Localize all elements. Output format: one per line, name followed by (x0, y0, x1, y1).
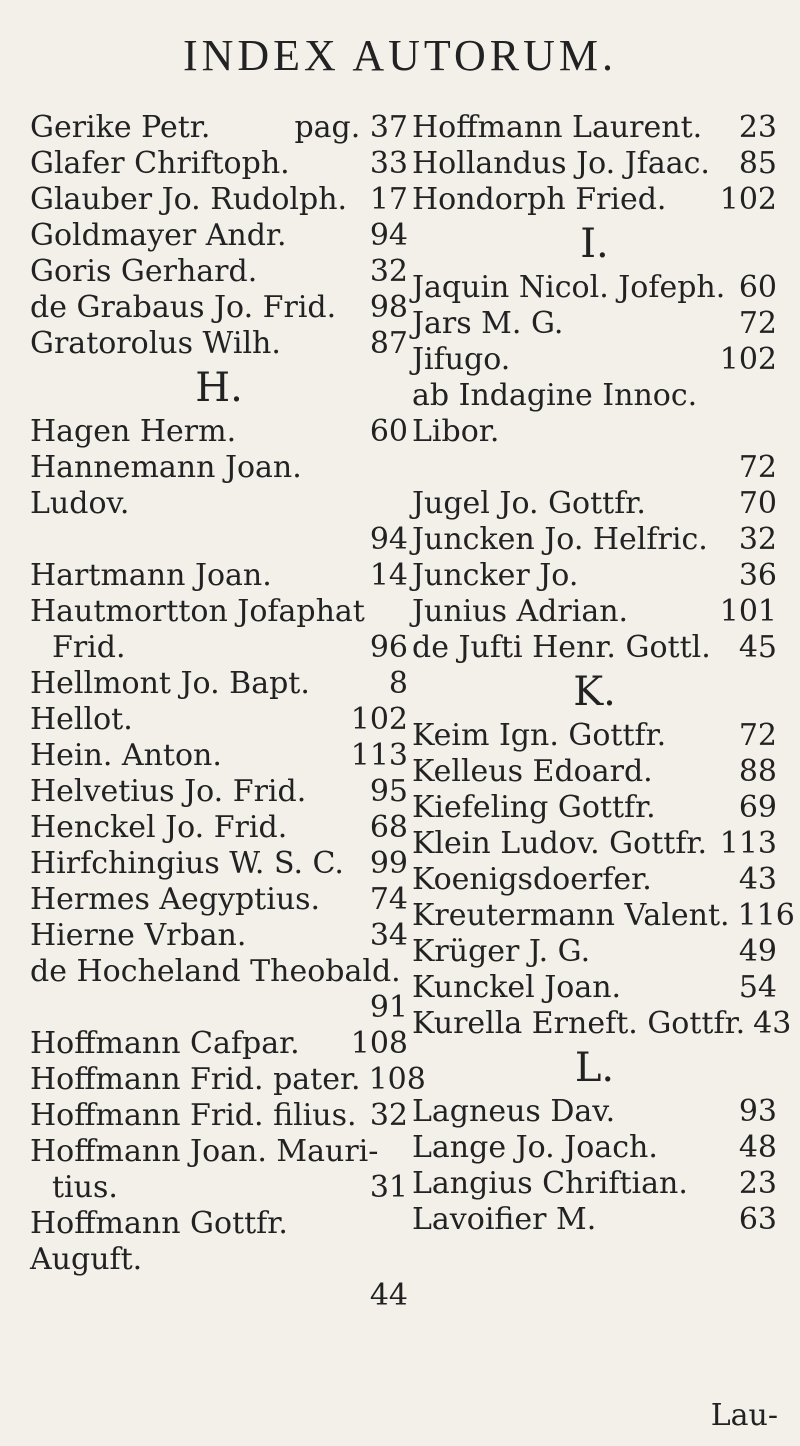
author-name: Juncker Jo. (412, 558, 579, 593)
index-entry (30, 1062, 426, 1098)
index-entry (412, 1166, 777, 1202)
index-entry (412, 826, 777, 862)
section-letter: I. (580, 221, 609, 267)
index-entry (30, 738, 408, 774)
index-entry (30, 326, 408, 362)
page-number: 95 (369, 774, 408, 809)
index-entry (30, 918, 408, 954)
index-entry (412, 522, 777, 558)
page-number: 102 (719, 182, 777, 217)
page-number: 14 (369, 558, 408, 593)
author-name: Hierne Vrban. (30, 918, 247, 953)
page-number: 36 (738, 558, 777, 593)
index-entry (412, 558, 777, 594)
author-name: Gerike Petr. (30, 110, 211, 145)
index-entry (30, 218, 408, 254)
page-number: 102 (350, 702, 408, 737)
index-entry (412, 934, 777, 970)
page-number: 116 (737, 898, 795, 933)
index-entry (412, 378, 777, 486)
author-name: de Jufti Henr. Gottl. (412, 630, 711, 665)
index-entry (412, 754, 777, 790)
author-name: Jars M. G. (412, 306, 564, 341)
index-column-left (30, 110, 426, 1314)
page-number: 32 (369, 1098, 408, 1133)
author-name: Hoffmann Frid. pater. (30, 1062, 361, 1097)
author-name: Hoffmann Joan. Mauri- (30, 1134, 379, 1169)
author-name: Hagen Herm. (30, 414, 237, 449)
index-column-right (412, 110, 795, 1238)
index-entry (30, 846, 408, 882)
author-name: Juncken Jo. Helfric. (412, 522, 708, 557)
page-number: 72 (738, 718, 777, 753)
index-entry (30, 1206, 408, 1314)
page-number: 72 (738, 306, 777, 341)
author-name-continuation: Frid. (52, 630, 126, 665)
page-number: 101 (719, 594, 777, 629)
author-name: Langius Chriftian. (412, 1166, 688, 1201)
section-letter: H. (195, 365, 243, 411)
author-name: Lange Jo. Joach. (412, 1130, 658, 1165)
author-name: Hoffmann Gottfr. Auguft. (30, 1206, 288, 1277)
index-entry (30, 450, 408, 558)
page-number: 91 (369, 990, 408, 1025)
author-name: de Hocheland Theobald. (30, 954, 401, 989)
index-entry (30, 182, 408, 218)
index-entry (412, 898, 795, 934)
index-entry (412, 630, 777, 666)
author-name: Hartmann Joan. (30, 558, 272, 593)
author-name: ab Indagine Innoc. Libor. (412, 378, 698, 449)
page-number: 60 (369, 414, 408, 449)
page-number: 32 (369, 254, 408, 289)
index-entry (30, 146, 408, 182)
author-name: Hellmont Jo. Bapt. (30, 666, 310, 701)
page-header: INDEX AUTORUM. (182, 31, 618, 80)
page-number: 94 (369, 522, 408, 557)
author-name: Krüger J. G. (412, 934, 591, 969)
author-name: Glauber Jo. Rudolph. (30, 182, 348, 217)
author-name: Kunckel Joan. (412, 970, 622, 1005)
page-number: 102 (719, 342, 777, 377)
page-number: 34 (369, 918, 408, 953)
index-entry (412, 486, 777, 522)
author-name: Hermes Aegyptius. (30, 882, 321, 917)
index-entry (412, 342, 777, 378)
author-name: de Grabaus Jo. Frid. (30, 290, 337, 325)
page-number: 70 (738, 486, 777, 521)
author-name: Hirfchingius W. S. C. (30, 846, 344, 881)
index-entry (30, 810, 408, 846)
page-number: 17 (369, 182, 408, 217)
author-name: Junius Adrian. (412, 594, 629, 629)
catchword: Lau- (710, 1398, 778, 1433)
page-number: 68 (369, 810, 408, 845)
page-number: 8 (388, 666, 408, 701)
author-name: Hautmortton Jofaphat (30, 594, 365, 629)
author-name: Keim Ign. Gottfr. (412, 718, 667, 753)
author-name: Hoffmann Laurent. (412, 110, 703, 145)
index-entry (30, 666, 408, 702)
section-letter: L. (574, 1045, 615, 1091)
index-entry (412, 146, 777, 182)
author-name: Kiefeling Gottfr. (412, 790, 656, 825)
page-number: 54 (738, 970, 777, 1005)
index-entry (412, 1006, 792, 1042)
index-entry (30, 254, 408, 290)
page-number: 45 (738, 630, 777, 665)
index-entry (412, 1130, 777, 1166)
author-name: Jaquin Nicol. Jofeph. (412, 270, 726, 305)
author-name: Hoffmann Cafpar. (30, 1026, 300, 1061)
page-number: 44 (369, 1278, 408, 1313)
author-name: Goldmayer Andr. (30, 218, 287, 253)
page-number: 23 (738, 110, 777, 145)
index-entry (30, 1026, 408, 1062)
page-number: 23 (738, 1166, 777, 1201)
page-number: 31 (369, 1170, 408, 1205)
author-name: Hannemann Joan. Ludov. (30, 450, 302, 521)
author-name: Jifugo. (412, 342, 511, 377)
index-entry (30, 702, 408, 738)
page-number: 48 (738, 1130, 777, 1165)
index-entry (412, 270, 777, 306)
author-name: Kelleus Edoard. (412, 754, 653, 789)
page-number: 108 (350, 1026, 408, 1061)
index-entry (412, 306, 777, 342)
author-name: Helvetius Jo. Frid. (30, 774, 307, 809)
page-number: 94 (369, 218, 408, 253)
author-name: Jugel Jo. Gottfr. (412, 486, 646, 521)
page-number: 93 (738, 1094, 777, 1129)
page-number: 108 (368, 1062, 426, 1097)
author-name: Kurella Erneft. Gottfr. (412, 1006, 746, 1041)
page-number: 88 (738, 754, 777, 789)
index-entry (412, 1094, 777, 1130)
index-entry (412, 790, 777, 826)
page-number: 32 (738, 522, 777, 557)
index-entry (412, 594, 777, 630)
index-entry (30, 1134, 408, 1206)
index-entry (30, 882, 408, 918)
author-name: Gratorolus Wilh. (30, 326, 281, 361)
page-number: 49 (738, 934, 777, 969)
author-name: Koenigsdoerfer. (412, 862, 652, 897)
page-number: 85 (738, 146, 777, 181)
page-number: 60 (738, 270, 777, 305)
page-number: 74 (369, 882, 408, 917)
section-letter: K. (573, 669, 616, 715)
page-number: 43 (738, 862, 777, 897)
author-name: Goris Gerhard. (30, 254, 258, 289)
index-entry (30, 954, 408, 1026)
author-name: Henckel Jo. Frid. (30, 810, 288, 845)
page-number: 99 (369, 846, 408, 881)
author-name: Hein. Anton. (30, 738, 222, 773)
page-number: 113 (350, 738, 408, 773)
author-name: Kreutermann Valent. (412, 898, 730, 933)
author-name: Glafer Chriftoph. (30, 146, 290, 181)
author-name: Lavoifier M. (412, 1202, 597, 1237)
page-number: 98 (369, 290, 408, 325)
index-entry (30, 1098, 408, 1134)
index-entry (30, 558, 408, 594)
index-entry (412, 862, 777, 898)
author-name: Lagneus Dav. (412, 1094, 616, 1129)
index-entry (412, 1202, 777, 1238)
index-entry (30, 774, 408, 810)
author-name: Hondorph Fried. (412, 182, 667, 217)
author-name: Hollandus Jo. Jfaac. (412, 146, 710, 181)
page-number: 72 (738, 450, 777, 485)
author-name-continuation: tius. (52, 1170, 118, 1205)
page-number: 43 (753, 1006, 792, 1041)
page-number: 96 (369, 630, 408, 665)
index-entry (412, 970, 777, 1006)
index-entry (412, 182, 777, 218)
page-number: 63 (738, 1202, 777, 1237)
index-entry (412, 718, 777, 754)
index-entry (30, 110, 408, 146)
index-entry (30, 414, 408, 450)
author-name: Hellot. (30, 702, 133, 737)
author-name: Klein Ludov. Gottfr. (412, 826, 708, 861)
page-number: 87 (369, 326, 408, 361)
page-number: pag. 37 (294, 110, 408, 145)
page-number: 33 (369, 146, 408, 181)
page-number: 69 (738, 790, 777, 825)
index-entry (30, 290, 408, 326)
index-entry (30, 594, 408, 666)
page-number: 113 (719, 826, 777, 861)
author-name: Hoffmann Frid. filius. (30, 1098, 357, 1133)
index-entry (412, 110, 777, 146)
